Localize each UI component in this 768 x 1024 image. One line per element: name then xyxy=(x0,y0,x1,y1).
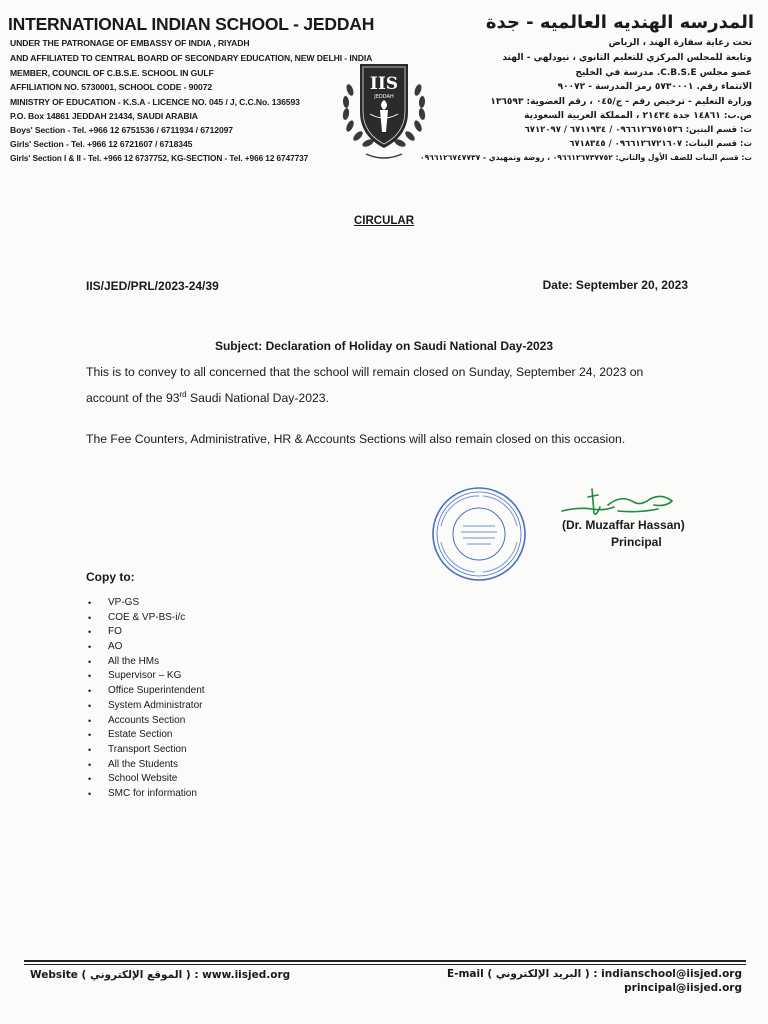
header-line-en: Boys' Section - Tel. +966 12 6751536 / 6711934 / 6712097 xyxy=(10,125,233,135)
signatory-name: (Dr. Muzaffar Hassan) xyxy=(562,518,685,532)
list-item: • School Website xyxy=(86,772,205,787)
header-line-en: MEMBER, COUNCIL OF C.B.S.E. SCHOOL IN GULF xyxy=(10,68,214,78)
subject-line: Subject: Declaration of Holiday on Saudi National Day-2023 xyxy=(214,339,554,353)
list-item: • COE & VP-BS-i/c xyxy=(86,611,205,626)
header-line-ar: الانتماء رقم. ٥٧٣٠٠٠١ رمز المدرسة - ٩٠٠٧٢ xyxy=(557,82,752,92)
list-item: • Office Superintendent xyxy=(86,684,205,699)
list-item: • All the HMs xyxy=(86,655,205,670)
list-item: • System Administrator xyxy=(86,699,205,714)
list-item: • Accounts Section xyxy=(86,714,205,729)
list-item: • All the Students xyxy=(86,758,205,773)
list-item: • SMC for information xyxy=(86,787,205,802)
body-paragraph-1-line-2: account of the 93rd Saudi National Day-2023. xyxy=(86,390,329,406)
list-item: • VP-GS xyxy=(86,596,205,611)
header-line-ar: وزارة التعليم - ترخيص رقم - ج/٠٤٥ ، رقم العضوية: ١٣٦٥٩٣ xyxy=(490,97,752,107)
header-line-en: UNDER THE PATRONAGE OF EMBASSY OF INDIA , RIYADH xyxy=(10,38,250,48)
header-line-ar: ت: قسم البنين: ٠٩٦٦١٢٦٧٥١٥٣٦ / ٦٧١١٩٣٤ / ٦٧١٢٠٩٧ xyxy=(524,125,752,135)
document-date: Date: September 20, 2023 xyxy=(542,278,688,292)
header-line-en: Girls' Section - Tel. +966 12 6721607 / 6718345 xyxy=(10,139,193,149)
school-logo xyxy=(336,50,432,162)
header-line-ar: ص.ب: ١٤٨٦١ جدة ٢١٤٣٤ ، المملكة العربية السعودية xyxy=(524,111,752,121)
header-line-ar: تحت رعاية سفارة الهند ، الرياض xyxy=(608,38,752,48)
school-name-arabic: المدرسه الهنديه العالميه - جدة xyxy=(485,12,754,33)
footer-divider xyxy=(24,964,746,965)
logo-city: JEDDAH xyxy=(374,94,394,100)
reference-number: IIS/JED/PRL/2023-24/39 xyxy=(86,279,219,293)
header-line-ar: عضو مجلس C.B.S.E. مدرسة في الخليج xyxy=(575,68,752,78)
body-paragraph-1-line-1: This is to convey to all concerned that the school will remain closed on Sunday, September 24, 2023 on xyxy=(86,365,644,379)
footer-divider xyxy=(24,960,746,962)
list-item: • Transport Section xyxy=(86,743,205,758)
list-item: • AO xyxy=(86,640,205,655)
list-item: • Supervisor – KG xyxy=(86,669,205,684)
header-line-ar: وتابعة للمجلس المركزي للتعليم الثانوي ، نيودلهي - الهند xyxy=(502,53,752,63)
header-line-en: AFFILIATION NO. 5730001, SCHOOL CODE - 90072 xyxy=(10,82,213,92)
principal-signature xyxy=(558,485,676,521)
school-name-english: INTERNATIONAL INDIAN SCHOOL - JEDDAH xyxy=(8,14,375,34)
copy-to-heading: Copy to: xyxy=(86,570,135,584)
document-title: CIRCULAR xyxy=(353,215,415,227)
list-item: • FO xyxy=(86,625,205,640)
header-line-en: MINISTRY OF EDUCATION - K.S.A - LICENCE NO. 045 / J, C.C.No. 136593 xyxy=(10,97,300,107)
header-line-ar: ت: قسم البنات للصف الأول والثاني: ٠٩٦٦١٢٦٧٣٧٧٥٢ ، روضة وتمهيدي - ٠٩٦٦١٢٦٧٤٧٧٣٧ xyxy=(419,153,752,162)
header-line-en: AND AFFILIATED TO CENTRAL BOARD OF SECONDARY EDUCATION, NEW DELHI - INDIA xyxy=(10,53,373,63)
school-stamp xyxy=(431,486,527,582)
copy-to-list xyxy=(86,596,205,802)
list-item: • Estate Section xyxy=(86,728,205,743)
signatory-title: Principal xyxy=(611,535,662,549)
body-paragraph-2: The Fee Counters, Administrative, HR & Accounts Sections will also remain closed on this occasion. xyxy=(86,432,626,446)
header-line-en: Girls' Section I & II - Tel. +966 12 6737752, KG-SECTION - Tel. +966 12 6747737 xyxy=(10,153,309,163)
header-line-en: P.O. Box 14861 JEDDAH 21434, SAUDI ARABIA xyxy=(10,111,198,121)
footer-email: E-mail ( البريد الإلكتروني ) : indianschool@iisjed.org xyxy=(446,968,742,980)
footer-website: Website ( الموقع الإلكتروني ) : www.iisjed.org xyxy=(30,969,291,981)
logo-text: IIS xyxy=(369,74,399,94)
header-line-ar: ت: قسم البنات: ٠٩٦٦١٢٦٧٢١٦٠٧ / ٦٧١٨٣٤٥ xyxy=(569,139,752,149)
footer-email-principal: principal@iisjed.org xyxy=(624,982,742,994)
